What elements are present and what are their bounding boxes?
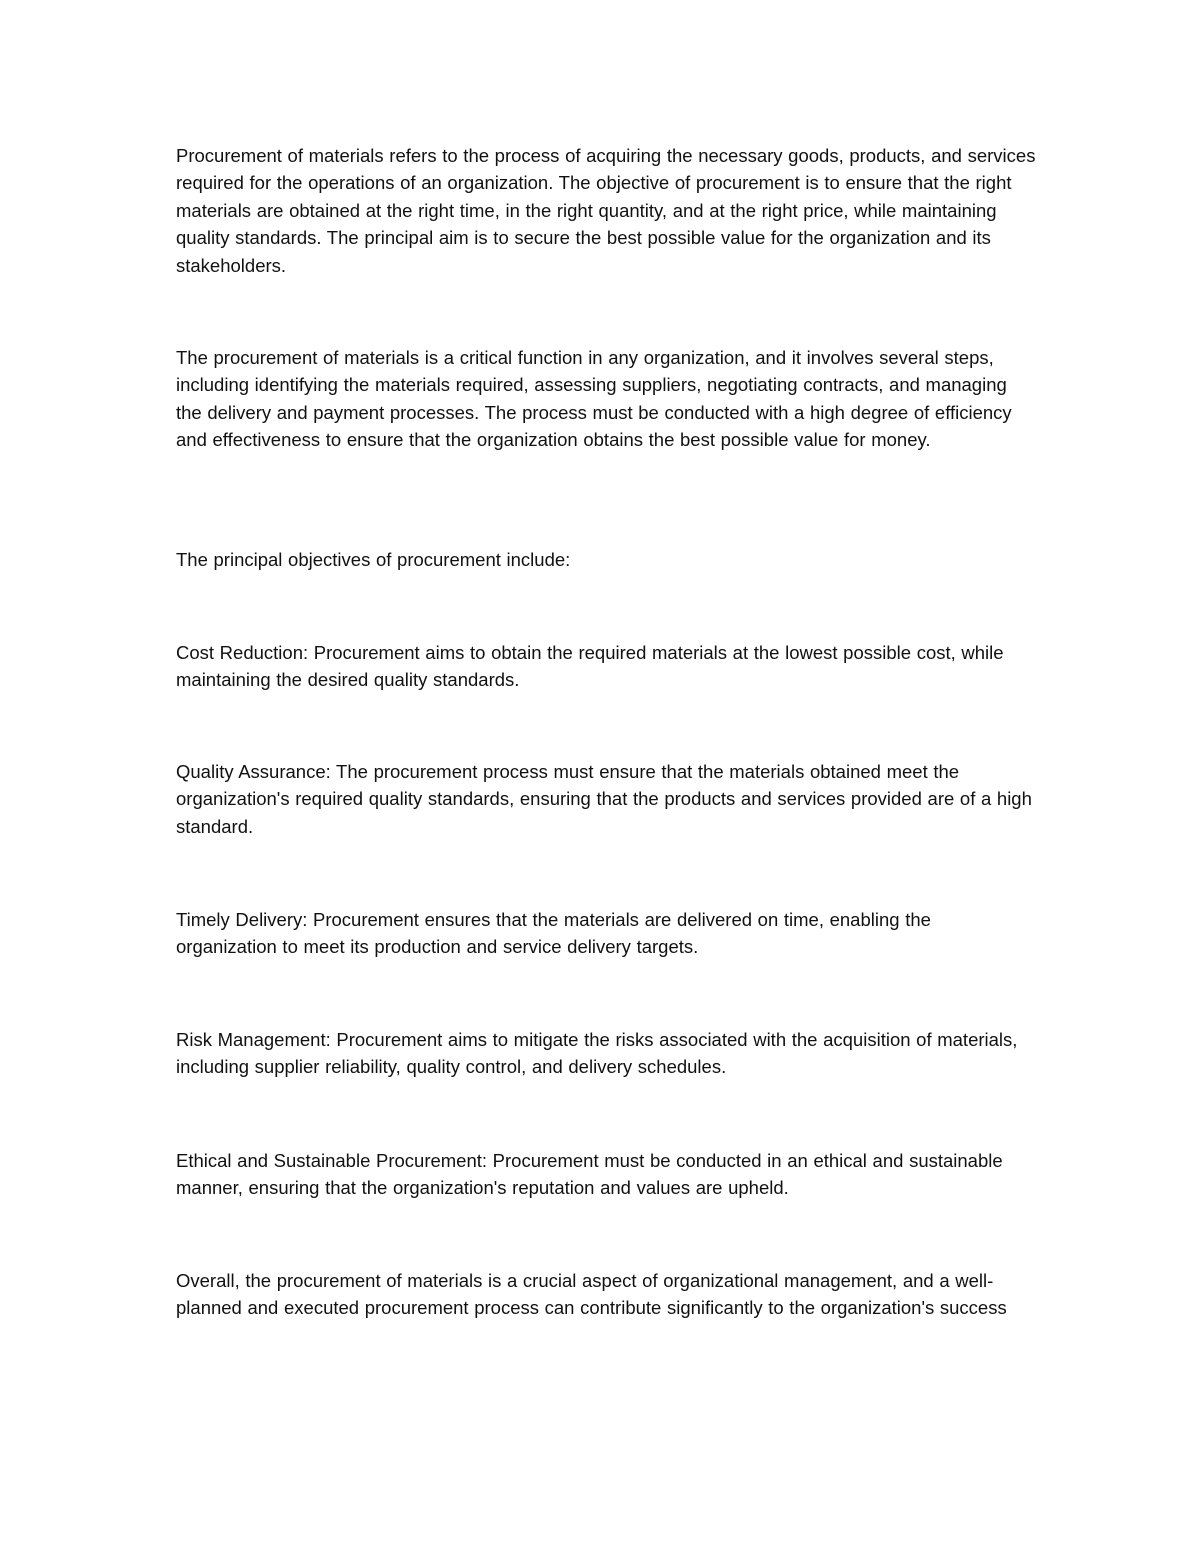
paragraph-timely-delivery: Timely Delivery: Procurement ensures that the materials are delivered on time, enabling the organization to meet its production and service delivery targets. (176, 909, 931, 958)
paragraph-cost-reduction: Cost Reduction: Procurement aims to obtain the required materials at the lowest possible cost, while maintaining the desired quality standards. (176, 642, 1004, 691)
paragraph-procurement-function: The procurement of materials is a critical function in any organization, and it involves several steps, including identifying the materials required, assessing suppliers, negotiating contracts, and managing the delivery and payment processes. The process must be conducted with a high degree of efficiency and effectiveness to ensure that the organization obtains the best possible value for money. (176, 347, 1012, 451)
paragraph-overall: Overall, the procurement of materials is a crucial aspect of organizational management, and a well-planned and executed procurement process can contribute significantly to the organization's success (176, 1270, 1007, 1319)
paragraph-quality-assurance: Quality Assurance: The procurement process must ensure that the materials obtained meet the organization's required quality standards, ensuring that the products and services provided are of a high standard. (176, 761, 1032, 837)
paragraph-ethical-sustainable: Ethical and Sustainable Procurement: Procurement must be conducted in an ethical and sustainable manner, ensuring that the organization's reputation and values are upheld. (176, 1150, 1003, 1199)
paragraph-risk-management: Risk Management: Procurement aims to mitigate the risks associated with the acquisition of materials, including supplier reliability, quality control, and delivery schedules. (176, 1029, 1018, 1078)
paragraph-intro: Procurement of materials refers to the process of acquiring the necessary goods, products, and services required for the operations of an organization. The objective of procurement is to ensure that the right materials are obtained at the right time, in the right quantity, and at the right price, while maintaining quality standards. The principal aim is to secure the best possible value for the organization and its stakeholders. (176, 145, 1036, 276)
paragraph-objectives-heading: The principal objectives of procurement include: (176, 549, 571, 570)
